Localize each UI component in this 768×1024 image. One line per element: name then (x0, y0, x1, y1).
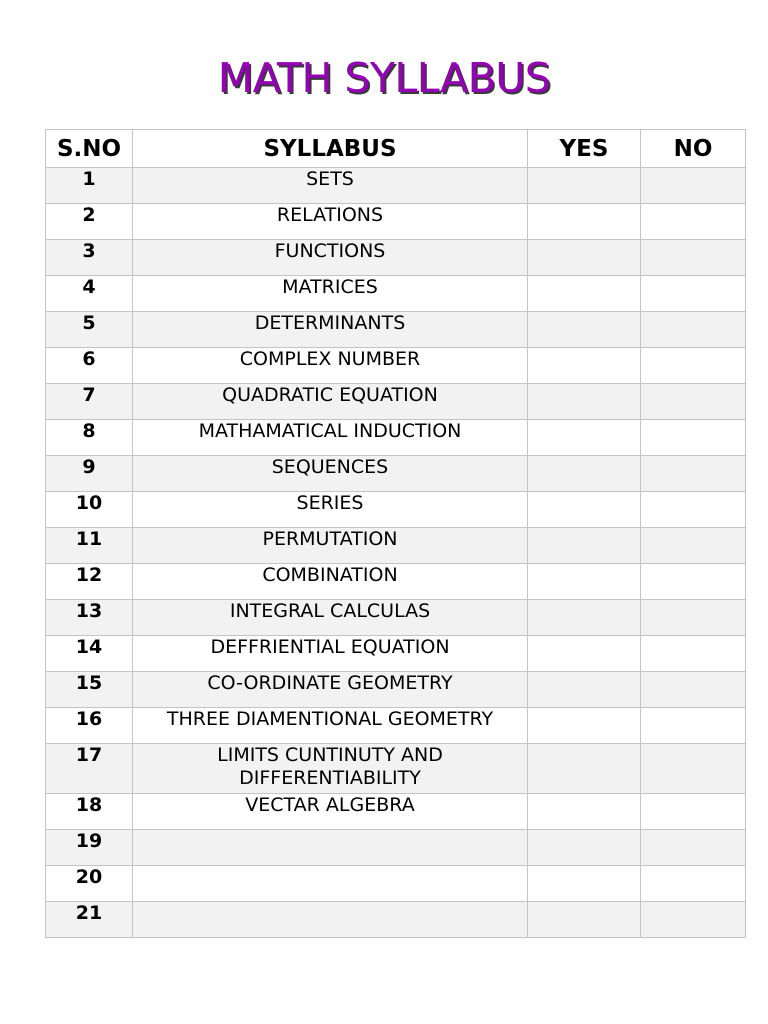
row-sno: 2 (46, 204, 133, 240)
row-topic: RELATIONS (133, 204, 528, 240)
row-no-cell[interactable] (641, 168, 746, 204)
page-title: MATH SYLLABUS (217, 54, 551, 102)
row-yes-cell[interactable] (528, 384, 641, 420)
row-sno: 13 (46, 600, 133, 636)
row-sno: 10 (46, 492, 133, 528)
row-no-cell[interactable] (641, 794, 746, 830)
header-sno: S.NO (46, 130, 133, 168)
row-yes-cell[interactable] (528, 636, 641, 672)
row-sno: 16 (46, 708, 133, 744)
row-no-cell[interactable] (641, 312, 746, 348)
table-row (46, 168, 746, 204)
row-yes-cell[interactable] (528, 420, 641, 456)
row-yes-cell[interactable] (528, 168, 641, 204)
table-row (46, 456, 746, 492)
row-yes-cell[interactable] (528, 492, 641, 528)
table-row (46, 830, 746, 866)
row-sno: 17 (46, 744, 133, 794)
row-topic: COMPLEX NUMBER (133, 348, 528, 384)
table-row (46, 744, 746, 794)
table-row (46, 708, 746, 744)
row-yes-cell[interactable] (528, 312, 641, 348)
row-topic: MATHAMATICAL INDUCTION (133, 420, 528, 456)
row-sno: 5 (46, 312, 133, 348)
row-topic: QUADRATIC EQUATION (133, 384, 528, 420)
row-yes-cell[interactable] (528, 830, 641, 866)
row-topic (133, 866, 528, 902)
row-no-cell[interactable] (641, 240, 746, 276)
row-sno: 18 (46, 794, 133, 830)
row-topic: COMBINATION (133, 564, 528, 600)
header-yes: YES (528, 130, 641, 168)
row-topic: MATRICES (133, 276, 528, 312)
row-topic: SETS (133, 168, 528, 204)
row-sno: 8 (46, 420, 133, 456)
table-row (46, 312, 746, 348)
row-no-cell[interactable] (641, 348, 746, 384)
table-row (46, 240, 746, 276)
table-row (46, 866, 746, 902)
row-sno: 12 (46, 564, 133, 600)
row-yes-cell[interactable] (528, 902, 641, 938)
row-topic: INTEGRAL CALCULAS (133, 600, 528, 636)
row-topic (133, 902, 528, 938)
table-row (46, 384, 746, 420)
table-row (46, 528, 746, 564)
row-yes-cell[interactable] (528, 672, 641, 708)
row-sno: 6 (46, 348, 133, 384)
row-yes-cell[interactable] (528, 456, 641, 492)
table-body (46, 168, 746, 938)
table-row (46, 564, 746, 600)
row-sno: 7 (46, 384, 133, 420)
row-sno: 14 (46, 636, 133, 672)
row-sno: 9 (46, 456, 133, 492)
header-no: NO (641, 130, 746, 168)
row-no-cell[interactable] (641, 708, 746, 744)
row-topic: SERIES (133, 492, 528, 528)
row-no-cell[interactable] (641, 528, 746, 564)
row-no-cell[interactable] (641, 636, 746, 672)
row-no-cell[interactable] (641, 830, 746, 866)
row-yes-cell[interactable] (528, 276, 641, 312)
row-topic: DEFFRIENTIAL EQUATION (133, 636, 528, 672)
row-no-cell[interactable] (641, 492, 746, 528)
row-yes-cell[interactable] (528, 708, 641, 744)
row-yes-cell[interactable] (528, 564, 641, 600)
row-yes-cell[interactable] (528, 240, 641, 276)
row-no-cell[interactable] (641, 456, 746, 492)
table-row (46, 902, 746, 938)
row-yes-cell[interactable] (528, 794, 641, 830)
row-no-cell[interactable] (641, 600, 746, 636)
row-topic: FUNCTIONS (133, 240, 528, 276)
table-row (46, 672, 746, 708)
table-row (46, 600, 746, 636)
row-no-cell[interactable] (641, 744, 746, 794)
row-yes-cell[interactable] (528, 528, 641, 564)
row-topic: THREE DIAMENTIONAL GEOMETRY (133, 708, 528, 744)
row-no-cell[interactable] (641, 564, 746, 600)
syllabus-table (45, 129, 746, 938)
row-no-cell[interactable] (641, 204, 746, 240)
row-topic (133, 830, 528, 866)
row-sno: 21 (46, 902, 133, 938)
row-topic: DETERMINANTS (133, 312, 528, 348)
row-no-cell[interactable] (641, 902, 746, 938)
row-topic: CO-ORDINATE GEOMETRY (133, 672, 528, 708)
row-sno: 4 (46, 276, 133, 312)
row-topic: SEQUENCES (133, 456, 528, 492)
row-no-cell[interactable] (641, 276, 746, 312)
table-row (46, 636, 746, 672)
row-no-cell[interactable] (641, 866, 746, 902)
row-sno: 3 (46, 240, 133, 276)
table-row (46, 276, 746, 312)
row-no-cell[interactable] (641, 672, 746, 708)
row-topic: PERMUTATION (133, 528, 528, 564)
row-sno: 11 (46, 528, 133, 564)
table-row (46, 204, 746, 240)
row-no-cell[interactable] (641, 420, 746, 456)
row-yes-cell[interactable] (528, 866, 641, 902)
row-yes-cell[interactable] (528, 600, 641, 636)
table-row (46, 492, 746, 528)
row-sno: 19 (46, 830, 133, 866)
row-sno: 20 (46, 866, 133, 902)
row-yes-cell[interactable] (528, 744, 641, 794)
row-yes-cell[interactable] (528, 348, 641, 384)
table-row (46, 420, 746, 456)
row-sno: 15 (46, 672, 133, 708)
row-sno: 1 (46, 168, 133, 204)
table-row (46, 348, 746, 384)
row-topic: LIMITS CUNTINUTY AND DIFFERENTIABILITY (133, 744, 528, 794)
row-topic: VECTAR ALGEBRA (133, 794, 528, 830)
table-header (46, 130, 746, 168)
header-syllabus: SYLLABUS (133, 130, 528, 168)
header-row (46, 130, 746, 168)
row-yes-cell[interactable] (528, 204, 641, 240)
table-row (46, 794, 746, 830)
row-no-cell[interactable] (641, 384, 746, 420)
